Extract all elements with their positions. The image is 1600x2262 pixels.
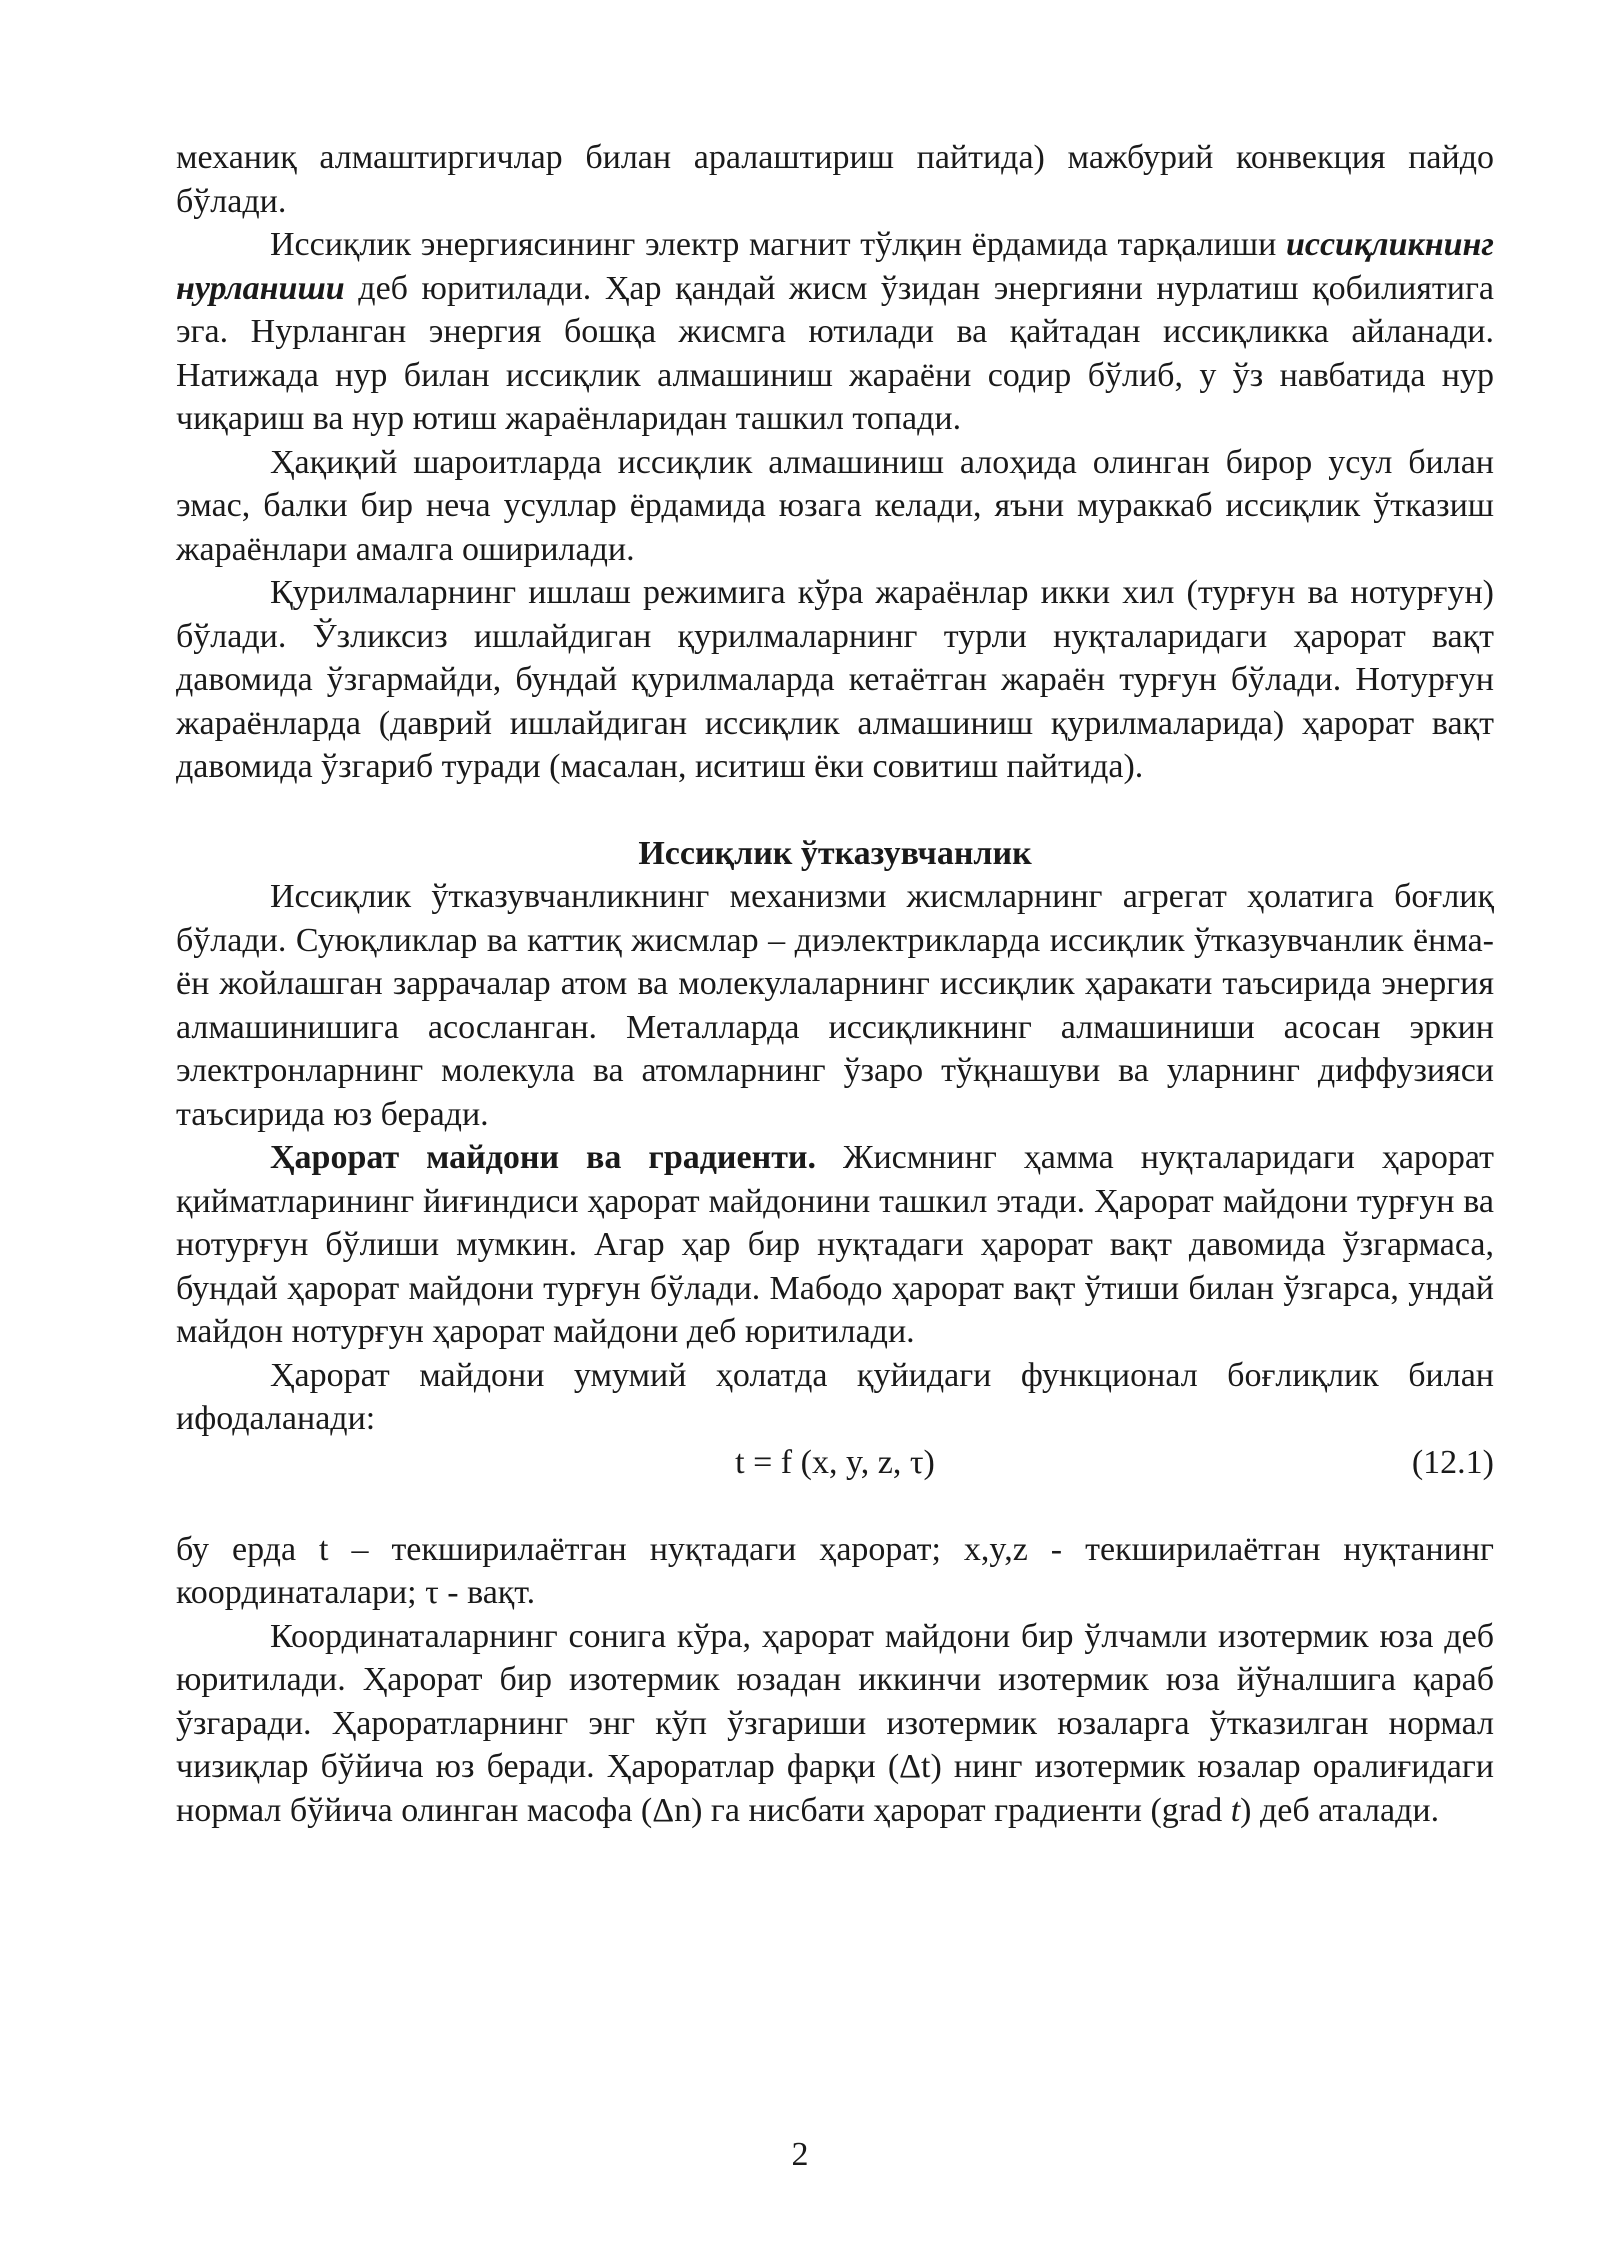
document-page <box>176 136 1494 1832</box>
paragraph-complex-heat-transfer: Ҳақиқий шароитларда иссиқлик алмашиниш алоҳида олинган бирор усул билан эмас, балки бир неча усуллар ёрдамида юзага келади, яъни мураккаб иссиқлик ўтказиш жараёнлари амалга оширилади. <box>176 443 1494 568</box>
temperature-field-term: Ҳарорат майдони ва градиенти. <box>270 1139 816 1176</box>
paragraph-convection-end: механиқ алмаштиргичлар билан аралаштириш пайтида) мажбурий конвекция пайдо бўлади. <box>176 139 1494 220</box>
section-heading-conductivity: Иссиқлик ўтказувчанлик <box>638 834 1032 872</box>
paragraph-functional-dependence: Ҳарорат майдони умумий ҳолатда қуйидаги функционал боғлиқлик билан ифодаланади: <box>176 1356 1494 1437</box>
formula-12-1 <box>176 1441 1494 1485</box>
page-number: 2 <box>791 2136 809 2173</box>
radiation-text-end: деб юритилади. Ҳар қандай жисм ўзидан энергияни нурлатиш қобилиятига эга. Нурланган энергия бошқа жисмга ютилади ва қайтадан иссиқликка айланади. Натижада нур билан иссиқлик алмашиниш жараёни содир бўлиб, у ўз навбатида нур чиқариш ва нур ютиш жараёнларидан ташкил топади. <box>176 269 1494 437</box>
gradient-text-end: ) деб аталади. <box>1240 1791 1440 1829</box>
formula-expression: t = f (x, y, z, τ) <box>735 1443 935 1481</box>
paragraph-temperature-gradient <box>176 1615 1494 1833</box>
paragraph-formula-legend: бу ерда t – текширилаётган нуқтадаги ҳарорат; x,y,z - текширилаётган нуқтанинг координаталари; τ - вақт. <box>176 1530 1494 1611</box>
paragraph-process-modes: Қурилмаларнинг ишлаш режимига кўра жараёнлар икки хил (турғун ва нотурғун) бўлади. Ўзликсиз ишлайдиган қурилмаларнинг турли нуқталаридаги ҳарорат вақт давомида ўзгармайди, бундай қурилмаларда кетаётган жараён турғун бўлади. Нотурғун жараёнларда (даврий ишлайдиган иссиқлик алмашиниш қурилмаларида) ҳарорат вақт давомида ўзгариб туради (масалан, иситиш ёки совитиш пайтида). <box>176 574 1494 785</box>
radiation-text-start: Иссиқлик энергиясининг электр магнит тўлқин ёрдамида тарқалиши <box>270 226 1286 263</box>
paragraph-conductivity-mechanism: Иссиқлик ўтказувчанликнинг механизми жисмларнинг агрегат ҳолатига боғлиқ бўлади. Суюқликлар ва каттиқ жисмлар – диэлектрикларда иссиқлик ўтказувчанлик ёнма-ён жойлашган заррачалар атом ва молекулаларнинг иссиқлик ҳаракати таъсирида энергия алмашинишига асосланган. Металларда иссиқликнинг алмашиниши асосан эркин электронларнинг молекула ва атомларнинг ўзаро тўқнашуви ва уларнинг диффузияси таъсирида юз беради. <box>176 878 1494 1133</box>
gradient-variable: t <box>1230 1791 1241 1829</box>
radiation-term: иссиқликнинг нурланиши <box>176 226 1494 307</box>
paragraph-temperature-field <box>176 1136 1494 1354</box>
gradient-text-start: Координаталарнинг сонига кўра, ҳарорат майдони бир ўлчамли изотермик юза деб юритилади. Ҳарорат бир изотермик юзадан иккинчи изотермик юза йўналшига қараб ўзгаради. Ҳароратларнинг энг кўп ўзгариши изотермик юзаларга ўтказилган нормал чизиқлар бўйича юз беради. Ҳароратлар фарқи (Δt) нинг изотермик юзалар оралиғидаги нормал бўйича олинган масофа (Δn) га нисбати ҳарорат градиенти (grad <box>176 1617 1494 1829</box>
temperature-field-text: Жисмнинг ҳамма нуқталаридаги ҳарорат қийматларининг йиғиндиси ҳарорат майдонини ташкил этади. Ҳарорат майдони турғун ва нотурғун бўлиши мумкин. Агар ҳар бир нуқтадаги ҳарорат вақт давомида ўзгармаса, бундай ҳарорат майдони турғун бўлади. Мабодо ҳарорат вақт ўтиши билан ўзгарса, ундай майдон нотурғун ҳарорат майдони деб юритилади. <box>176 1139 1494 1350</box>
paragraph-radiation <box>176 223 1494 441</box>
formula-number: (12.1) <box>1411 1443 1494 1481</box>
